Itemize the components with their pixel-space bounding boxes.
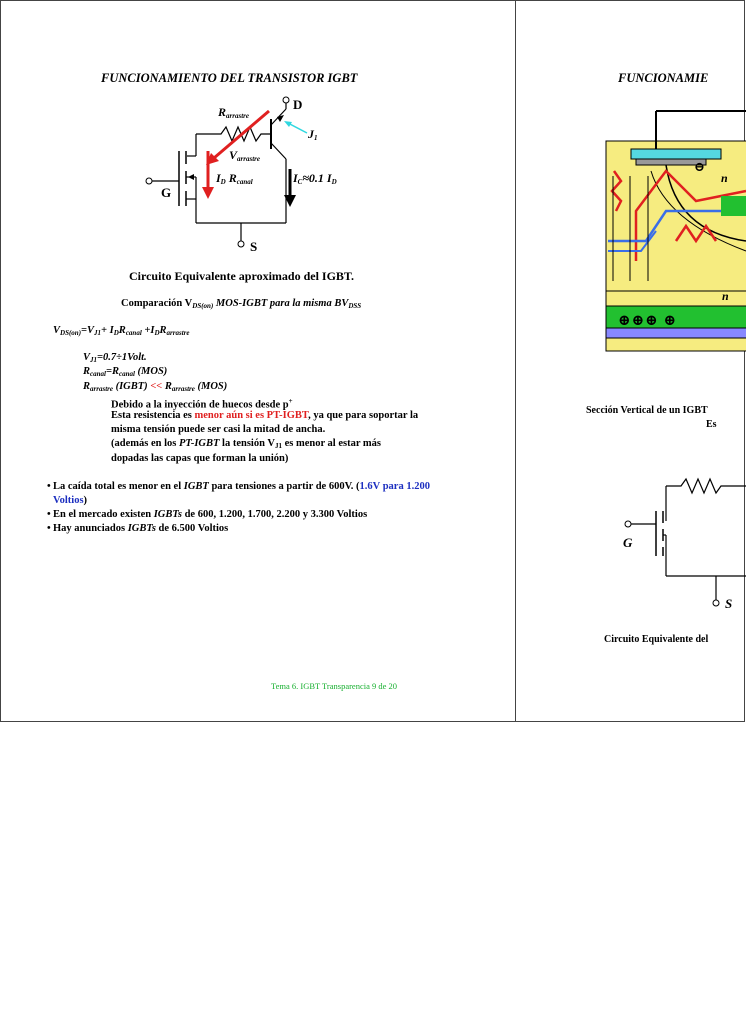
slide-title: FUNCIONAMIENTO DEL TRANSISTOR IGBT: [101, 71, 358, 85]
label-id-rcanal: $I_D$ $R_{canal}$: [216, 171, 253, 186]
huecos-line: Debido a la inyección de huecos desde p+: [111, 397, 293, 411]
label-g: G: [623, 535, 633, 550]
label-s: S: [250, 239, 258, 254]
label-j1: $J_1$: [308, 127, 318, 142]
section-caption: Sección Vertical de un IGBT: [586, 405, 708, 416]
resistencia-line-2: misma tensión puede ser casi la mitad de ancha.: [111, 424, 326, 435]
label-s: S: [725, 596, 733, 611]
ademas-line: (además en los PT-IGBT la tensión $V_{J1}$ es menor al estar más: [111, 438, 382, 450]
section-caption-2: Es: [706, 419, 717, 430]
igbt-equivalent-circuit: [1, 1, 517, 261]
bullet-item: • Hay anunciados IGBTs de 6.500 Voltios: [47, 523, 229, 534]
slide-left: [0, 0, 516, 722]
label-g: G: [161, 185, 172, 200]
bullet-item: • En el mercado existen IGBTs de 600, 1.200, 1.700, 2.200 y 3.300 Voltios: [47, 509, 368, 520]
circuit-caption: Circuito Equivalente aproximado del IGBT.: [129, 269, 355, 283]
igbt-circuit-right: [516, 441, 746, 601]
rcanal-line: $R_{canal}=R_{canal}$ (MOS): [83, 366, 168, 378]
slide-footer: Tema 6. IGBT Transparencia 9 de 20: [271, 681, 398, 691]
plus-symbols: ⊕⊕⊕ ⊕: [618, 313, 678, 329]
bullet-item: • La caída total es menor en el IGBT para tensiones a partir de 600V. (1.6V para 1.200 Voltios): [47, 481, 430, 506]
igbt-cross-section: [516, 101, 746, 341]
ademas-line-2: dopadas las capas que forman la unión): [111, 453, 289, 464]
label-r-arrastre: $R_{arrastre}$: [218, 105, 249, 120]
label-v-arrastre: $V_{arrastre}$: [229, 148, 260, 163]
slide-right: [515, 0, 745, 722]
vds-equation: $V_{DS(on)}=V_{J1}+ I_DR_{canal} +I_DR_{arrastre}$: [53, 325, 190, 337]
vj1-line: $V_{J1}=0.7\div 1Volt$.: [83, 352, 147, 364]
rarrastre-line: $R_{arrastre}$ (IGBT) << $R_{arrastre}$ (MOS): [83, 381, 228, 393]
comparacion-line: Comparación $V_{DS(on)}$ MOS-IGBT para la misma $BV_{DSS}$: [121, 298, 362, 310]
slide-title: FUNCIONAMIE: [618, 71, 709, 85]
minus-symbol: ⊖: [694, 159, 705, 174]
label-ic: $I_C\approx 0.1$ $I_D$: [293, 171, 337, 186]
resistencia-line: Esta resistencia es menor aún si es PT-IGBT, ya que para soportar la: [111, 410, 419, 421]
label-n-top: n: [721, 171, 728, 185]
circuit-caption: Circuito Equivalente del: [604, 634, 709, 645]
label-d: D: [293, 97, 303, 112]
label-n-bottom: n: [722, 289, 729, 303]
